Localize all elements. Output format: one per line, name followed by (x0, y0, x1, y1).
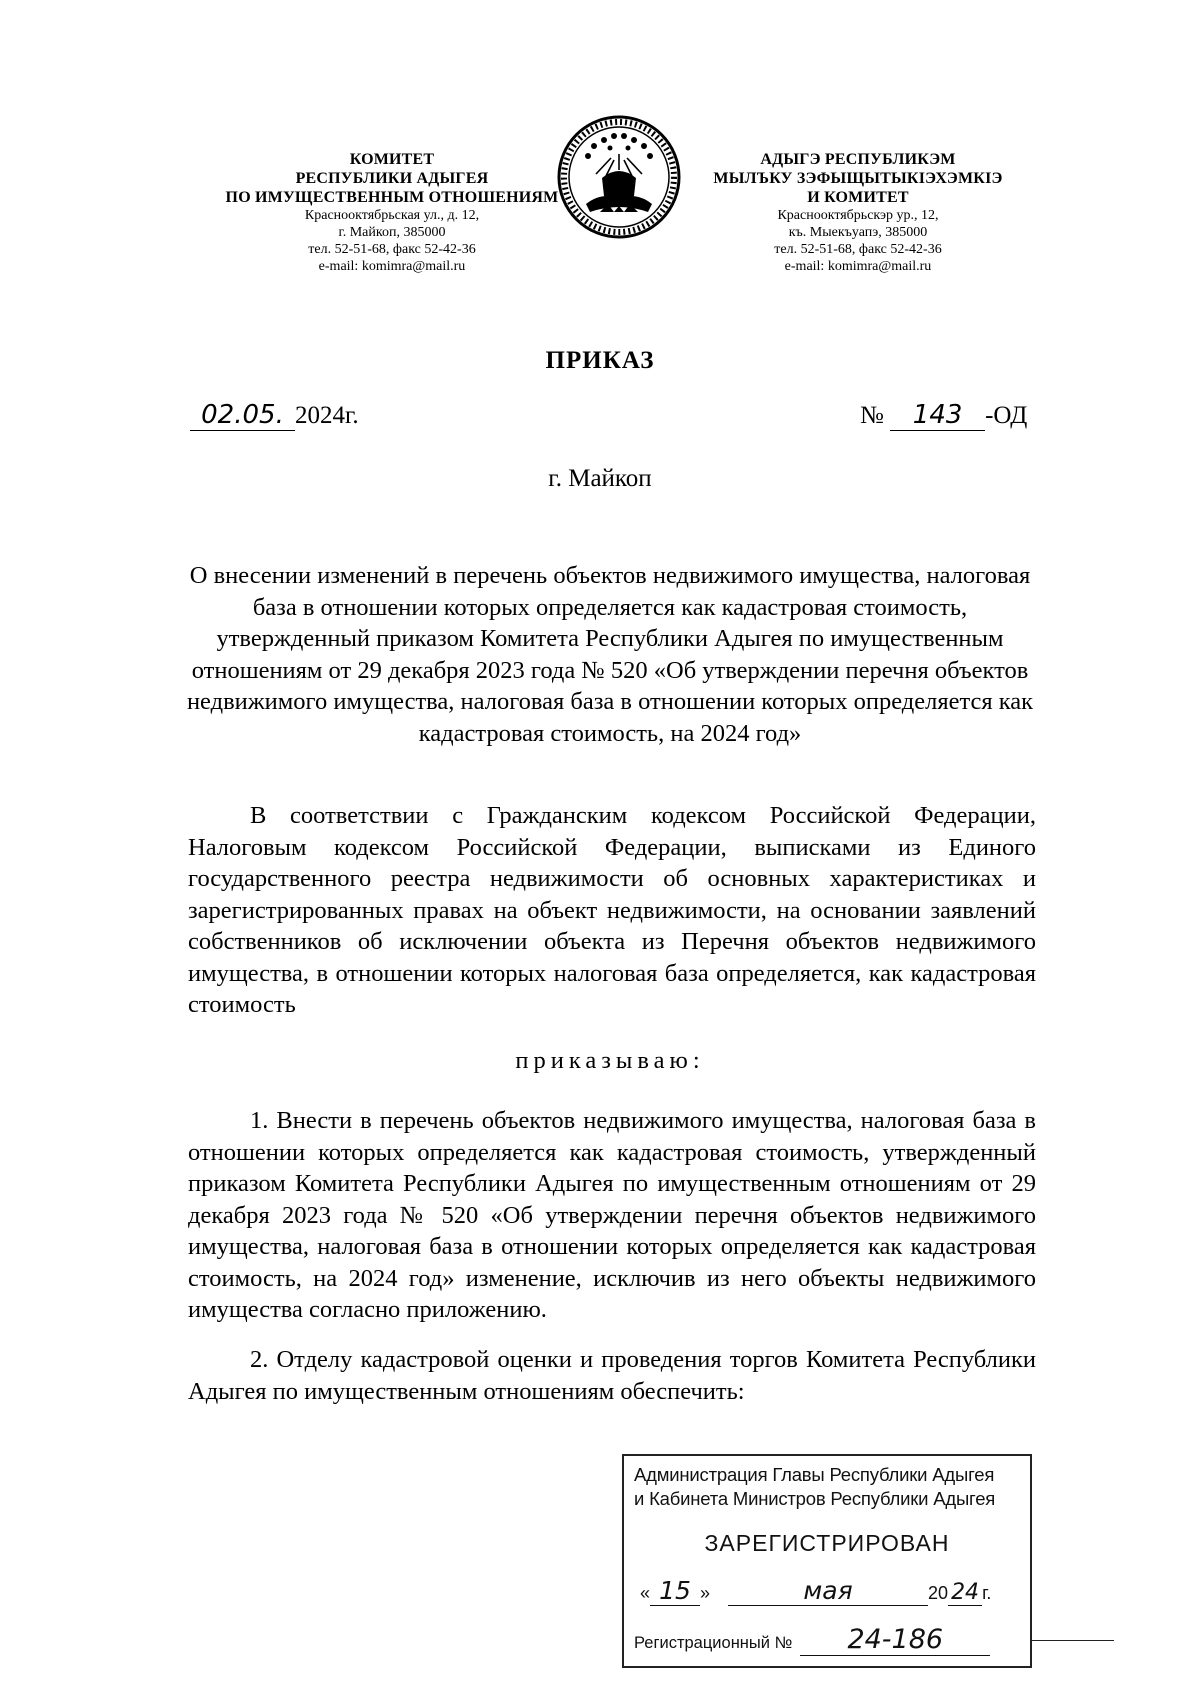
stamp-divider-line (1030, 1640, 1114, 1641)
date-year: 2024г. (295, 402, 359, 429)
handwritten-number: 143 (890, 400, 985, 431)
document-city: г. Майкоп (548, 465, 652, 492)
number-prefix: № (860, 402, 884, 429)
org-email-line: e-mail: komimra@mail.ru (318, 259, 466, 274)
org-name-line: МЫЛЪКУ ЗЭФЫЩЫТЫКIЭХЭМКIЭ (713, 170, 1003, 187)
order-item-2: 2. Отделу кадастровой оценки и проведения торгов Комитета Республики Адыгея по имущественным отношениям обеспечить: (188, 1346, 1036, 1405)
org-address-line: Краснооктябрьская ул., д. 12, (304, 208, 480, 223)
reg-number-label: Регистрационный № (634, 1634, 793, 1652)
org-name-line: И КОМИТЕТ (807, 189, 909, 206)
handwritten-day: 15 (650, 1576, 700, 1606)
handwritten-year: 24 (948, 1580, 982, 1606)
preamble-paragraph: В соответствии с Гражданским кодексом Российской Федерации, Налоговым кодексом Российской Федерации, выписками из Единого государственного реестра недвижимости об основных характеристиках и зарегистрированных правах на объект недвижимости, на основании заявлений собственников об исключении объекта из Перечня объектов недвижимого имущества, в отношении которых налоговая база определяется, как кадастровая стоимость (188, 802, 1036, 1018)
document-subject: О внесении изменений в перечень объектов недвижимого имущества, налоговая база в отношении которых определяется как кадастровая стоимость, утвержденный приказом Комитета Республики Адыгея по имущественным отношениям от 29 декабря 2023 года № 520 «Об утверждении перечня объектов недвижимого имущества, налоговая база в отношении которых определяется как кадастровая стоимость, на 2024 год» (186, 562, 1034, 747)
quote-open: « (640, 1583, 651, 1603)
stamp-date (640, 1576, 1020, 1606)
order-word: приказываю: (515, 1047, 705, 1074)
org-email-line: e-mail: komimra@mail.ru (784, 259, 932, 274)
org-name-line: КОМИТЕТ (349, 151, 435, 168)
org-name-line: ПО ИМУЩЕСТВЕННЫМ ОТНОШЕНИЯМ (225, 189, 559, 206)
stamp-registration-number (634, 1624, 1028, 1656)
org-address-line: Краснооктябрьскэр ур., 12, (777, 208, 939, 223)
org-header-left (222, 150, 562, 275)
org-address-line: къ. Мыекъуапэ, 385000 (788, 225, 928, 240)
org-header-right (688, 150, 1028, 275)
order-item-1: 1. Внести в перечень объектов недвижимого имущества, налоговая база в отношении которых определяется как кадастровая стоимость, утвержденный приказом Комитета Республики Адыгея по имущественным отношениям от 29 декабря 2023 года № 520 «Об утверждении перечня объектов недвижимого имущества, налоговая база в отношении которых определяется как кадастровая стоимость, на 2024 год» изменение, исключив из него объекты недвижимого имущества согласно приложению. (188, 1107, 1036, 1323)
stamp-authority-line: и Кабинета Министров Республики Адыгея (634, 1488, 996, 1509)
org-address-line: г. Майкоп, 385000 (338, 225, 446, 240)
stamp-authority-line: Администрация Главы Республики Адыгея (634, 1464, 995, 1485)
year-prefix: 20 (928, 1583, 949, 1603)
number-suffix: -ОД (985, 402, 1028, 429)
org-name-line: АДЫГЭ РЕСПУБЛИКЭМ (760, 151, 956, 168)
handwritten-reg-number: 24-186 (800, 1624, 990, 1656)
document-date (190, 400, 359, 431)
handwritten-month: мая (728, 1576, 928, 1606)
adygea-coat-of-arms-icon (556, 114, 682, 240)
registration-stamp (622, 1454, 1032, 1668)
document-number (860, 400, 1027, 431)
document-title: ПРИКАЗ (545, 347, 655, 374)
org-name-line: РЕСПУБЛИКИ АДЫГЕЯ (295, 170, 489, 187)
quote-close: » (700, 1583, 711, 1603)
handwritten-date: 02.05. (190, 400, 295, 431)
org-phone-line: тел. 52-51-68, факс 52-42-36 (308, 242, 476, 257)
year-suffix: г. (982, 1583, 992, 1603)
stamp-registered-label: ЗАРЕГИСТРИРОВАН (704, 1530, 950, 1556)
org-phone-line: тел. 52-51-68, факс 52-42-36 (774, 242, 942, 257)
